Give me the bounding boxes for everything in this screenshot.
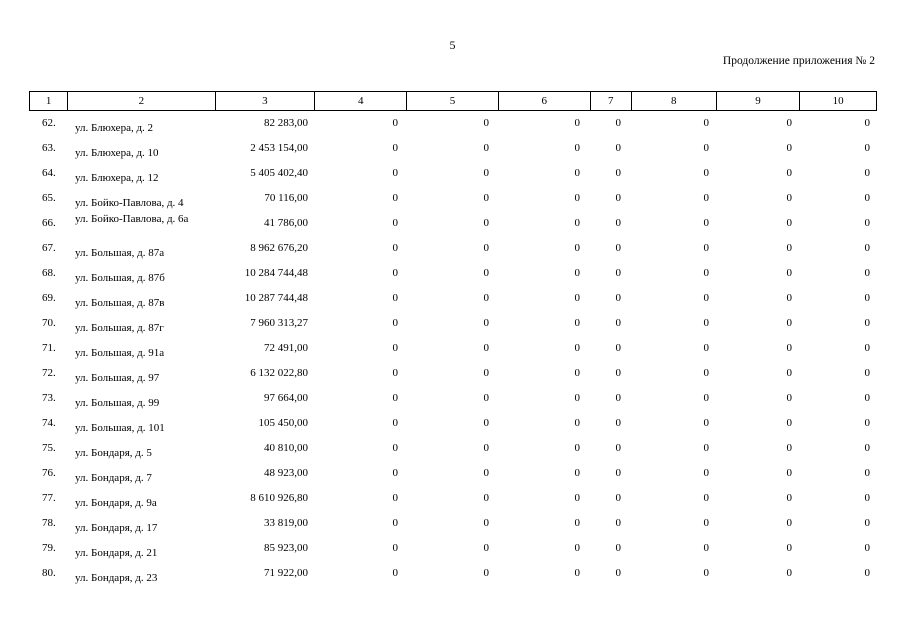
value-cell: 0 — [703, 367, 709, 379]
value-cell: 0 — [483, 517, 489, 529]
column-header: 8 — [631, 92, 716, 111]
value-cell: 0 — [864, 542, 870, 554]
row-number: 64. — [42, 167, 56, 179]
value-cell: 0 — [574, 217, 580, 229]
table-row — [29, 136, 877, 161]
table-row — [29, 211, 877, 236]
value-cell: 0 — [574, 492, 580, 504]
value-cell: 0 — [392, 392, 398, 404]
table-row — [29, 261, 877, 286]
value-cell: 0 — [864, 192, 870, 204]
value-cell: 0 — [615, 267, 621, 279]
value-cell: 0 — [786, 167, 792, 179]
value-cell: 0 — [615, 542, 621, 554]
value-cell: 0 — [615, 442, 621, 454]
value-cell: 0 — [574, 267, 580, 279]
sum-cell: 41 786,00 — [264, 217, 308, 229]
value-cell: 0 — [703, 192, 709, 204]
value-cell: 0 — [703, 317, 709, 329]
row-number: 69. — [42, 292, 56, 304]
value-cell: 0 — [864, 342, 870, 354]
value-cell: 0 — [483, 217, 489, 229]
table-row — [29, 161, 877, 186]
sum-cell: 71 922,00 — [264, 567, 308, 579]
value-cell: 0 — [392, 492, 398, 504]
value-cell: 0 — [703, 142, 709, 154]
value-cell: 0 — [615, 142, 621, 154]
column-header: 3 — [215, 92, 315, 111]
table-body — [29, 111, 877, 586]
table-row — [29, 361, 877, 386]
value-cell: 0 — [703, 342, 709, 354]
value-cell: 0 — [392, 517, 398, 529]
value-cell: 0 — [615, 192, 621, 204]
row-number: 75. — [42, 442, 56, 454]
sum-cell: 33 819,00 — [264, 517, 308, 529]
value-cell: 0 — [483, 392, 489, 404]
value-cell: 0 — [615, 167, 621, 179]
value-cell: 0 — [392, 567, 398, 579]
value-cell: 0 — [392, 117, 398, 129]
row-number: 70. — [42, 317, 56, 329]
table-row — [29, 186, 877, 211]
value-cell: 0 — [864, 292, 870, 304]
value-cell: 0 — [864, 217, 870, 229]
table-row — [29, 461, 877, 486]
address-cell: ул. Бойко-Павлова, д. 6а — [75, 213, 189, 225]
value-cell: 0 — [392, 367, 398, 379]
value-cell: 0 — [786, 567, 792, 579]
row-number: 78. — [42, 517, 56, 529]
page-number: 5 — [449, 38, 456, 52]
value-cell: 0 — [615, 217, 621, 229]
value-cell: 0 — [864, 467, 870, 479]
value-cell: 0 — [392, 317, 398, 329]
value-cell: 0 — [483, 292, 489, 304]
value-cell: 0 — [786, 467, 792, 479]
value-cell: 0 — [786, 142, 792, 154]
row-number: 68. — [42, 267, 56, 279]
value-cell: 0 — [864, 167, 870, 179]
value-cell: 0 — [574, 392, 580, 404]
address-cell: ул. Бондаря, д. 9а — [75, 497, 157, 509]
value-cell: 0 — [864, 117, 870, 129]
value-cell: 0 — [483, 317, 489, 329]
sum-cell: 97 664,00 — [264, 392, 308, 404]
value-cell: 0 — [864, 492, 870, 504]
column-header: 6 — [498, 92, 590, 111]
value-cell: 0 — [392, 342, 398, 354]
value-cell: 0 — [615, 417, 621, 429]
address-cell: ул. Бойко-Павлова, д. 4 — [75, 197, 184, 209]
address-cell: ул. Бондаря, д. 7 — [75, 472, 152, 484]
value-cell: 0 — [703, 217, 709, 229]
value-cell: 0 — [615, 392, 621, 404]
sum-cell: 7 960 313,27 — [250, 317, 308, 329]
table-row — [29, 311, 877, 336]
value-cell: 0 — [703, 492, 709, 504]
value-cell: 0 — [615, 492, 621, 504]
column-header: 9 — [716, 92, 800, 111]
value-cell: 0 — [786, 117, 792, 129]
column-header: 7 — [590, 92, 631, 111]
value-cell: 0 — [786, 192, 792, 204]
value-cell: 0 — [483, 567, 489, 579]
sum-cell: 70 116,00 — [264, 192, 308, 204]
column-header: 2 — [68, 92, 215, 111]
value-cell: 0 — [574, 167, 580, 179]
table-row — [29, 386, 877, 411]
value-cell: 0 — [483, 192, 489, 204]
row-number: 73. — [42, 392, 56, 404]
value-cell: 0 — [703, 292, 709, 304]
row-number: 71. — [42, 342, 56, 354]
table-row — [29, 286, 877, 311]
address-cell: ул. Большая, д. 97 — [75, 372, 160, 384]
value-cell: 0 — [864, 142, 870, 154]
value-cell: 0 — [483, 467, 489, 479]
value-cell: 0 — [864, 442, 870, 454]
table-row — [29, 536, 877, 561]
value-cell: 0 — [615, 242, 621, 254]
value-cell: 0 — [574, 442, 580, 454]
value-cell: 0 — [786, 342, 792, 354]
value-cell: 0 — [574, 467, 580, 479]
address-cell: ул. Бондаря, д. 21 — [75, 547, 158, 559]
row-number: 66. — [42, 217, 56, 229]
value-cell: 0 — [864, 417, 870, 429]
value-cell: 0 — [786, 242, 792, 254]
value-cell: 0 — [703, 392, 709, 404]
address-cell: ул. Большая, д. 87в — [75, 297, 165, 309]
value-cell: 0 — [786, 267, 792, 279]
row-number: 72. — [42, 367, 56, 379]
address-cell: ул. Блюхера, д. 10 — [75, 147, 159, 159]
table-row — [29, 486, 877, 511]
column-header: 1 — [30, 92, 68, 111]
row-number: 63. — [42, 142, 56, 154]
value-cell: 0 — [574, 567, 580, 579]
value-cell: 0 — [786, 442, 792, 454]
value-cell: 0 — [483, 542, 489, 554]
value-cell: 0 — [574, 367, 580, 379]
table-row — [29, 561, 877, 586]
value-cell: 0 — [574, 242, 580, 254]
address-cell: ул. Большая, д. 87г — [75, 322, 164, 334]
value-cell: 0 — [703, 442, 709, 454]
value-cell: 0 — [574, 417, 580, 429]
value-cell: 0 — [786, 492, 792, 504]
column-header: 10 — [800, 92, 877, 111]
value-cell: 0 — [615, 367, 621, 379]
address-cell: ул. Большая, д. 87а — [75, 247, 165, 259]
table-row — [29, 236, 877, 261]
value-cell: 0 — [392, 217, 398, 229]
row-number: 76. — [42, 467, 56, 479]
value-cell: 0 — [786, 292, 792, 304]
value-cell: 0 — [392, 442, 398, 454]
value-cell: 0 — [786, 217, 792, 229]
value-cell: 0 — [864, 242, 870, 254]
value-cell: 0 — [483, 367, 489, 379]
value-cell: 0 — [574, 517, 580, 529]
value-cell: 0 — [615, 292, 621, 304]
value-cell: 0 — [574, 317, 580, 329]
value-cell: 0 — [392, 192, 398, 204]
value-cell: 0 — [703, 417, 709, 429]
value-cell: 0 — [786, 317, 792, 329]
value-cell: 0 — [483, 267, 489, 279]
value-cell: 0 — [703, 167, 709, 179]
address-cell: ул. Блюхера, д. 2 — [75, 122, 154, 134]
value-cell: 0 — [615, 342, 621, 354]
value-cell: 0 — [703, 567, 709, 579]
sum-cell: 48 923,00 — [264, 467, 308, 479]
value-cell: 0 — [786, 517, 792, 529]
sum-cell: 10 287 744,48 — [244, 292, 308, 304]
value-cell: 0 — [615, 517, 621, 529]
sum-cell: 10 284 744,48 — [244, 267, 308, 279]
value-cell: 0 — [483, 492, 489, 504]
value-cell: 0 — [615, 467, 621, 479]
value-cell: 0 — [786, 542, 792, 554]
sum-cell: 40 810,00 — [264, 442, 308, 454]
value-cell: 0 — [864, 367, 870, 379]
value-cell: 0 — [786, 392, 792, 404]
sum-cell: 82 283,00 — [264, 117, 308, 129]
value-cell: 0 — [574, 117, 580, 129]
value-cell: 0 — [703, 242, 709, 254]
value-cell: 0 — [483, 342, 489, 354]
sum-cell: 8 610 926,80 — [250, 492, 308, 504]
value-cell: 0 — [574, 292, 580, 304]
value-cell: 0 — [864, 267, 870, 279]
column-header: 4 — [315, 92, 407, 111]
value-cell: 0 — [615, 567, 621, 579]
value-cell: 0 — [392, 267, 398, 279]
sum-cell: 85 923,00 — [264, 542, 308, 554]
sum-cell: 105 450,00 — [258, 417, 308, 429]
row-number: 77. — [42, 492, 56, 504]
value-cell: 0 — [574, 342, 580, 354]
appendix-title: Продолжение приложения № 2 — [722, 55, 875, 67]
value-cell: 0 — [703, 267, 709, 279]
address-cell: ул. Большая, д. 99 — [75, 397, 160, 409]
value-cell: 0 — [615, 117, 621, 129]
value-cell: 0 — [864, 392, 870, 404]
value-cell: 0 — [392, 242, 398, 254]
value-cell: 0 — [703, 517, 709, 529]
sum-cell: 8 962 676,20 — [250, 242, 308, 254]
address-cell: ул. Большая, д. 91а — [75, 347, 165, 359]
value-cell: 0 — [392, 292, 398, 304]
sum-cell: 72 491,00 — [264, 342, 308, 354]
value-cell: 0 — [392, 167, 398, 179]
address-cell: ул. Блюхера, д. 12 — [75, 172, 159, 184]
value-cell: 0 — [786, 367, 792, 379]
row-number: 80. — [42, 567, 56, 579]
value-cell: 0 — [703, 542, 709, 554]
address-cell: ул. Большая, д. 101 — [75, 422, 165, 434]
value-cell: 0 — [483, 117, 489, 129]
row-number: 79. — [42, 542, 56, 554]
table-row — [29, 336, 877, 361]
value-cell: 0 — [703, 467, 709, 479]
table-row — [29, 511, 877, 536]
value-cell: 0 — [574, 142, 580, 154]
table-header — [29, 91, 877, 111]
value-cell: 0 — [483, 442, 489, 454]
address-cell: ул. Бондаря, д. 17 — [75, 522, 158, 534]
sum-cell: 6 132 022,80 — [250, 367, 308, 379]
address-cell: ул. Бондаря, д. 5 — [75, 447, 152, 459]
value-cell: 0 — [392, 467, 398, 479]
value-cell: 0 — [574, 192, 580, 204]
row-number: 62. — [42, 117, 56, 129]
sum-cell: 5 405 402,40 — [250, 167, 308, 179]
value-cell: 0 — [864, 317, 870, 329]
value-cell: 0 — [864, 517, 870, 529]
table-row — [29, 111, 877, 136]
value-cell: 0 — [703, 117, 709, 129]
table-row — [29, 411, 877, 436]
value-cell: 0 — [483, 167, 489, 179]
address-cell: ул. Большая, д. 87б — [75, 272, 165, 284]
value-cell: 0 — [392, 142, 398, 154]
row-number: 65. — [42, 192, 56, 204]
value-cell: 0 — [786, 417, 792, 429]
value-cell: 0 — [483, 417, 489, 429]
value-cell: 0 — [864, 567, 870, 579]
column-header: 5 — [407, 92, 499, 111]
row-number: 67. — [42, 242, 56, 254]
value-cell: 0 — [483, 142, 489, 154]
value-cell: 0 — [483, 242, 489, 254]
row-number: 74. — [42, 417, 56, 429]
value-cell: 0 — [615, 317, 621, 329]
value-cell: 0 — [392, 417, 398, 429]
table-row — [29, 436, 877, 461]
address-cell: ул. Бондаря, д. 23 — [75, 572, 158, 584]
value-cell: 0 — [574, 542, 580, 554]
value-cell: 0 — [392, 542, 398, 554]
sum-cell: 2 453 154,00 — [250, 142, 308, 154]
